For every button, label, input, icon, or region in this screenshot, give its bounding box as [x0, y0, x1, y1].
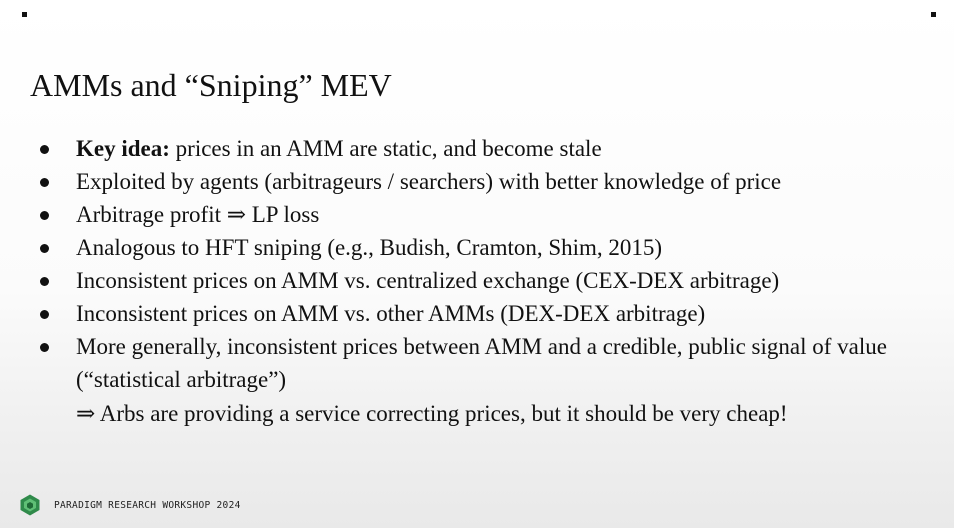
bullet-text: Arbitrage profit ⇒ LP loss — [76, 202, 320, 227]
conclusion-line: ⇒ Arbs are providing a service correcting prices, but it should be very cheap! — [76, 401, 788, 426]
bullet-dot-icon — [40, 211, 49, 220]
bullet-text: Analogous to HFT sniping (e.g., Budish, Cramton, Shim, 2015) — [76, 235, 663, 260]
bullet-key-idea — [36, 132, 926, 165]
bullet-dot-icon — [40, 277, 49, 286]
bullet-text: Inconsistent prices on AMM vs. other AMMs (DEX-DEX arbitrage) — [76, 301, 706, 326]
bullet-list — [36, 132, 926, 396]
bullet-statistical-arbitrage — [36, 330, 926, 396]
bullet-dot-icon — [40, 145, 49, 154]
footer-label: PARADIGM RESEARCH WORKSHOP 2024 — [54, 499, 241, 511]
paradigm-logo-icon — [18, 493, 42, 517]
bullet-text: Inconsistent prices on AMM vs. centralized exchange (CEX-DEX arbitrage) — [76, 268, 780, 293]
bullet-dot-icon — [40, 178, 49, 187]
bullet-text: More generally, inconsistent prices between AMM and a credible, public signal of value (“statistical arbitrage”) — [76, 334, 887, 392]
bullet-dot-icon — [40, 244, 49, 253]
bullet-dex-dex — [36, 297, 926, 330]
bullet-arbitrage-profit — [36, 198, 926, 231]
bullet-text: prices in an AMM are static, and become stale — [169, 136, 602, 161]
corner-marker-left — [22, 12, 27, 17]
footer — [18, 492, 241, 518]
bullet-text: Exploited by agents (arbitrageurs / searchers) with better knowledge of price — [76, 169, 782, 194]
bullet-hft-sniping — [36, 231, 926, 264]
corner-marker-right — [931, 12, 936, 17]
slide-title: AMMs and “Sniping” MEV — [30, 67, 392, 103]
bullet-dot-icon — [40, 343, 49, 352]
bullet-bold-label: Key idea: — [76, 136, 170, 161]
bullet-dot-icon — [40, 310, 49, 319]
bullet-cex-dex — [36, 264, 926, 297]
bullet-exploited — [36, 165, 926, 198]
